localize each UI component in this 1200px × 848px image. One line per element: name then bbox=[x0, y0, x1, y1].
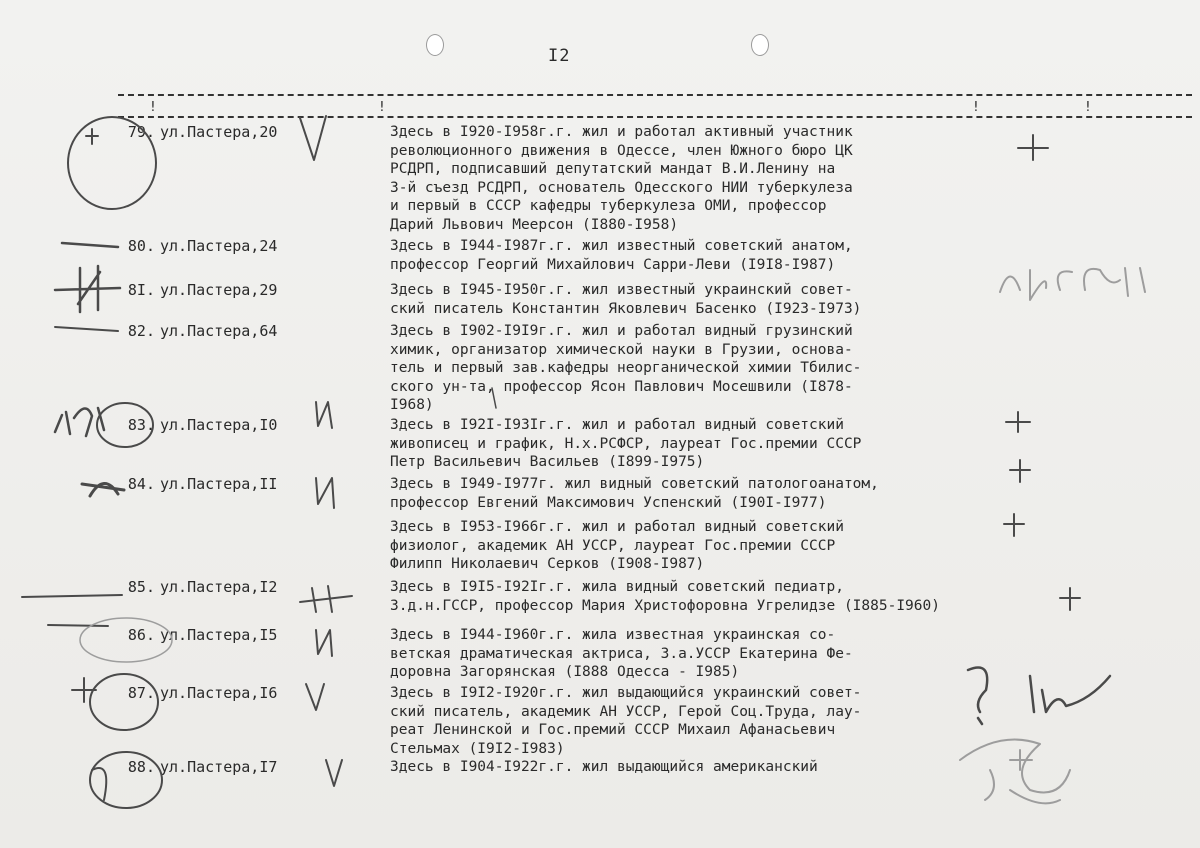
entry-line: и первый в СССР кафедры туберкулеза ОМИ, профессор bbox=[390, 198, 827, 214]
entry-address: ул.Пастера,I7 bbox=[160, 758, 278, 776]
entry-line: Здесь в I944-I987г.г. жил известный советский анатом, bbox=[390, 238, 853, 254]
entry-line: Здесь в I920-I958г.г. жил и работал активный участник bbox=[390, 124, 853, 140]
entry-number: 86. bbox=[127, 626, 155, 644]
punch-hole bbox=[426, 34, 444, 56]
entry-line: Здесь в I945-I950г.г. жил известный украинский совет- bbox=[390, 282, 853, 298]
entry-line: З.д.н.ГССР, профессор Мария Христофоровна Угрелидзе (I885-I960) bbox=[390, 597, 940, 614]
entry-line: 3-й съезд РСДРП, основатель Одесского НИИ туберкулеза bbox=[390, 179, 853, 196]
entry-address: ул.Пастера,II bbox=[160, 475, 278, 493]
entry-number: 79. bbox=[127, 123, 155, 141]
entry-description bbox=[390, 626, 1010, 682]
entry-line: Здесь в I92I-I93Iг.г. жил и работал видный советский bbox=[390, 417, 844, 433]
entry-description bbox=[390, 416, 1010, 472]
entry-number: 80. bbox=[127, 237, 155, 255]
entry-description bbox=[390, 237, 1010, 274]
entry-address: ул.Пастера,I0 bbox=[160, 416, 278, 434]
page-number: I2 bbox=[548, 46, 571, 66]
entry-line: ского ун-та, профессор Ясон Павлович Мосешвили (I878- bbox=[390, 378, 853, 395]
entry-line: Петр Васильевич Васильев (I899-I975) bbox=[390, 454, 705, 470]
column-divider-mark: ! bbox=[378, 100, 386, 115]
entry-number: 87. bbox=[127, 684, 155, 702]
entry-line: Здесь в I9I2-I920г.г. жил выдающийся украинский совет- bbox=[390, 685, 862, 701]
entry-line: Здесь в I949-I977г. жил видный советский патологоанатом, bbox=[390, 476, 879, 492]
entry-line: Филипп Николаевич Серков (I908-I987) bbox=[390, 556, 705, 572]
entry-number: 83. bbox=[127, 416, 155, 434]
entry-description bbox=[390, 281, 1010, 318]
column-divider-mark: ! bbox=[972, 100, 980, 115]
entry-description bbox=[390, 758, 1010, 777]
entry-address: ул.Пастера,29 bbox=[160, 281, 278, 299]
entry-description bbox=[390, 578, 1010, 615]
entry-address: ул.Пастера,64 bbox=[160, 322, 278, 340]
entry-line: Здесь в I944-I960г.г. жила известная украинская со- bbox=[390, 627, 836, 643]
entry-line: тель и первый зав.кафедры неорганической химии Тбилис- bbox=[390, 360, 862, 376]
entry-line: I968) bbox=[390, 397, 434, 413]
entry-line: Здесь в I953-I966г.г. жил и работал видный советский bbox=[390, 519, 844, 535]
entry-line: живописец и график, Н.х.РСФСР, лауреат Гос.премии СССР bbox=[390, 435, 862, 452]
entry-line: доровна Загорянская (I888 Одесса - I985) bbox=[390, 664, 740, 680]
entry-address: ул.Пастера,24 bbox=[160, 237, 278, 255]
entry-address: ул.Пастера,I2 bbox=[160, 578, 278, 596]
entry-number: 82. bbox=[127, 322, 155, 340]
entry-number: 85. bbox=[127, 578, 155, 596]
entry-line: Стельмах (I9I2-I983) bbox=[390, 740, 565, 757]
entry-description bbox=[390, 475, 1010, 512]
entry-line: революционного движения в Одессе, член Южного бюро ЦК bbox=[390, 142, 853, 159]
entry-number: 88. bbox=[127, 758, 155, 776]
entry-line: реат Ленинской и Гос.премий СССР Михаил Афанасьевич bbox=[390, 722, 836, 738]
entry-line: Здесь в I904-I922г.г. жил выдающийся американский bbox=[390, 759, 818, 775]
entry-number: 8I. bbox=[127, 281, 155, 299]
entry-line: физиолог, академик АН УССР, лауреат Гос.премии СССР bbox=[390, 537, 836, 554]
entry-line: Дарий Львович Меерсон (I880-I958) bbox=[390, 216, 679, 233]
entry-address: ул.Пастера,I5 bbox=[160, 626, 278, 644]
entry-line: Здесь в I9I5-I92Iг.г. жила видный советский педиатр, bbox=[390, 579, 844, 595]
entry-number: 84. bbox=[127, 475, 155, 493]
entry-description bbox=[390, 684, 1010, 758]
entry-line: ский писатель Константин Яковлевич Басенко (I923-I973) bbox=[390, 300, 862, 317]
punch-hole bbox=[751, 34, 769, 56]
entry-line: химик, организатор химической науки в Грузии, основа- bbox=[390, 341, 853, 358]
entry-description bbox=[390, 518, 1010, 574]
entry-address: ул.Пастера,I6 bbox=[160, 684, 278, 702]
entry-line: ский писатель, академик АН УССР, Герой Соц.Труда, лау- bbox=[390, 703, 862, 720]
entry-line: профессор Георгий Михайлович Сарри-Леви (I9I8-I987) bbox=[390, 256, 836, 273]
entry-address: ул.Пастера,20 bbox=[160, 123, 278, 141]
entry-line: профессор Евгений Максимович Успенский (I90I-I977) bbox=[390, 494, 827, 511]
entry-line: Здесь в I902-I9I9г.г. жил и работал видный грузинский bbox=[390, 323, 853, 339]
column-divider-mark: ! bbox=[149, 100, 157, 115]
column-divider-mark: ! bbox=[1084, 100, 1092, 115]
entry-line: ветская драматическая актриса, З.а.УССР Екатерина Фе- bbox=[390, 645, 853, 662]
entry-description bbox=[390, 322, 1010, 415]
entry-line: РСДРП, подписавший депутатский мандат В.И.Ленину на bbox=[390, 161, 836, 177]
table-rule-top bbox=[118, 94, 1192, 96]
table-rule-bottom bbox=[118, 116, 1192, 118]
entry-description bbox=[390, 123, 1010, 234]
